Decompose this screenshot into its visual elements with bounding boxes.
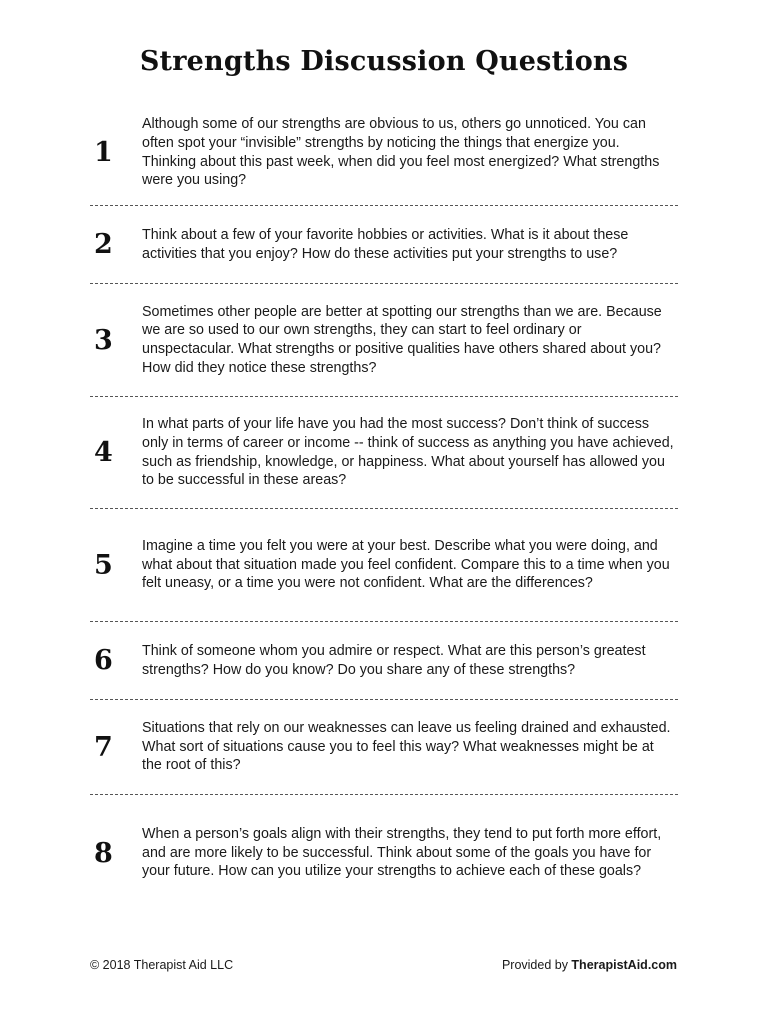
question-item-3 [90,284,678,397]
question-item-8 [90,795,678,911]
question-text: When a person’s goals align with their strengths, they tend to put forth more effort, and are more likely to be successful. Think about some of the goals you have for your future. How can you utilize your strengths to achieve each of these goals? [142,826,662,880]
footer-provided-by [502,958,677,972]
question-number: 7 [94,731,113,763]
question-item-1 [90,100,678,206]
question-item-6 [90,622,678,700]
question-number: 5 [94,549,113,581]
provided-by-label: Provided by [501,958,572,972]
question-text: Situations that rely on our weaknesses can leave us feeling drained and exhausted. What sort of situations cause you to feel this way? What weaknesses might be at the root of this? [142,720,671,774]
question-number: 4 [94,437,113,468]
question-text: Although some of our strengths are obvious to us, others go unnoticed. You can often spot your “invisible” strengths by noticing the things that energize you. Thinking about this past week, when did you feel most energized? What strengths were you using? [142,116,660,189]
question-text: In what parts of your life have you had the most success? Don’t think of success only in terms of career or income -- think of success as anything you have achieved, such as friendship, knowledge, or happiness. What about yourself has allowed you to be successful in these areas? [142,416,674,489]
question-item-5 [90,509,678,622]
question-text: Imagine a time you felt you were at your best. Describe what you were doing, and what about that situation made you feel confident. Compare this to a time when you felt uneasy, or a time you were not confident. What are the differences? [142,538,670,592]
brand-name: TherapistAid.com [571,958,677,972]
page-title: Strengths Discussion Questions [139,46,629,77]
question-text: Think about a few of your favorite hobbies or activities. What is it about these activities that you enjoy? How do these activities put your strengths to use? [142,226,629,262]
question-number: 8 [94,837,113,869]
question-item-2 [90,206,678,284]
question-number: 3 [94,324,113,356]
question-text: Sometimes other people are better at spotting our strengths than we are. Because we are so used to our own strengths, they can start to feel ordinary or unspectacular. What strengths or positive qualities have others shared about you? How did they notice these strengths? [142,303,662,376]
question-list [90,100,678,911]
question-text: Think of someone whom you admire or respect. What are this person’s greatest strengths? How do you know? Do you share any of these strengths? [142,642,646,678]
question-number: 2 [94,229,113,260]
footer-copyright: © 2018 Therapist Aid LLC [90,958,234,972]
question-item-7 [90,700,678,795]
question-item-4 [90,397,678,509]
question-number: 1 [94,137,113,168]
question-number: 6 [94,645,113,676]
